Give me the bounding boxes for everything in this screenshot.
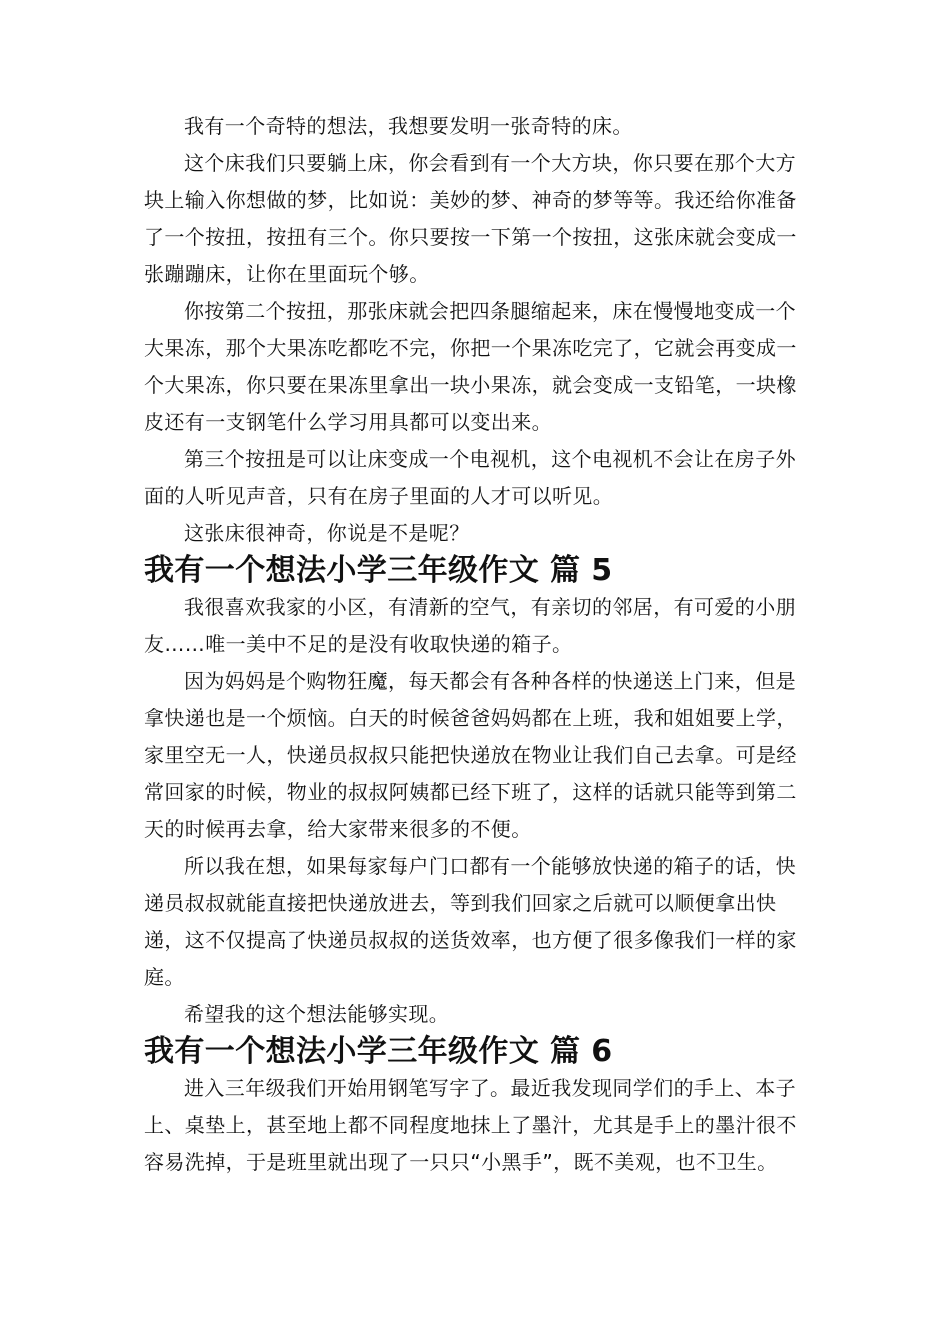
paragraph: 我很喜欢我家的小区，有清新的空气，有亲切的邻居，有可爱的小朋友……唯一美中不足的是没有收取快递的箱子。 [144, 595, 796, 656]
section-heading: 我有一个想法小学三年级作文 篇 6 [144, 1034, 613, 1069]
paragraph: 第三个按扭是可以让床变成一个电视机，这个电视机不会让在房子外面的人听见声音，只有在房子里面的人才可以听见。 [144, 447, 796, 508]
paragraph: 希望我的这个想法能够实现。 [184, 1002, 450, 1026]
paragraph: 我有一个奇特的想法，我想要发明一张奇特的床。 [184, 114, 633, 138]
section-heading: 我有一个想法小学三年级作文 篇 5 [144, 553, 613, 588]
paragraph: 这个床我们只要躺上床，你会看到有一个大方块，你只要在那个大方块上输入你想做的梦，比如说：美妙的梦、神奇的梦等等。我还给你准备了一个按扭，按扭有三个。你只要按一下第一个按扭，这张床就会变成一张蹦蹦床，让你在里面玩个够。 [144, 151, 797, 286]
paragraph: 你按第二个按扭，那张床就会把四条腿缩起来，床在慢慢地变成一个大果冻，那个大果冻吃都吃不完，你把一个果冻吃完了，它就会再变成一个大果冻，你只要在果冻里拿出一块小果冻，就会变成一支铅笔，一块橡皮还有一支钢笔什么学习用具都可以变出来。 [144, 299, 797, 434]
paragraph: 这张床很神奇，你说是不是呢？ [184, 521, 470, 545]
paragraph: 所以我在想，如果每家每户门口都有一个能够放快递的箱子的话，快递员叔叔就能直接把快递放进去，等到我们回家之后就可以顺便拿出快递，这不仅提高了快递员叔叔的送货效率，也方便了很多像我们一样的家庭。 [144, 854, 797, 989]
paragraph: 因为妈妈是个购物狂魔，每天都会有各种各样的快递送上门来，但是拿快递也是一个烦恼。白天的时候爸爸妈妈都在上班，我和姐姐要上学，家里空无一人，快递员叔叔只能把快递放在物业让我们自己去拿。可是经常回家的时候，物业的叔叔阿姨都已经下班了，这样的话就只能等到第二天的时候再去拿，给大家带来很多的不便。 [144, 669, 797, 841]
paragraph: 进入三年级我们开始用钢笔写字了。最近我发现同学们的手上、本子上、桌垫上，甚至地上都不同程度地抹上了墨汁，尤其是手上的墨汁很不容易洗掉，于是班里就出现了一只只“小黑手”，既不美观，也不卫生。 [144, 1076, 797, 1174]
document-body [144, 108, 810, 1181]
